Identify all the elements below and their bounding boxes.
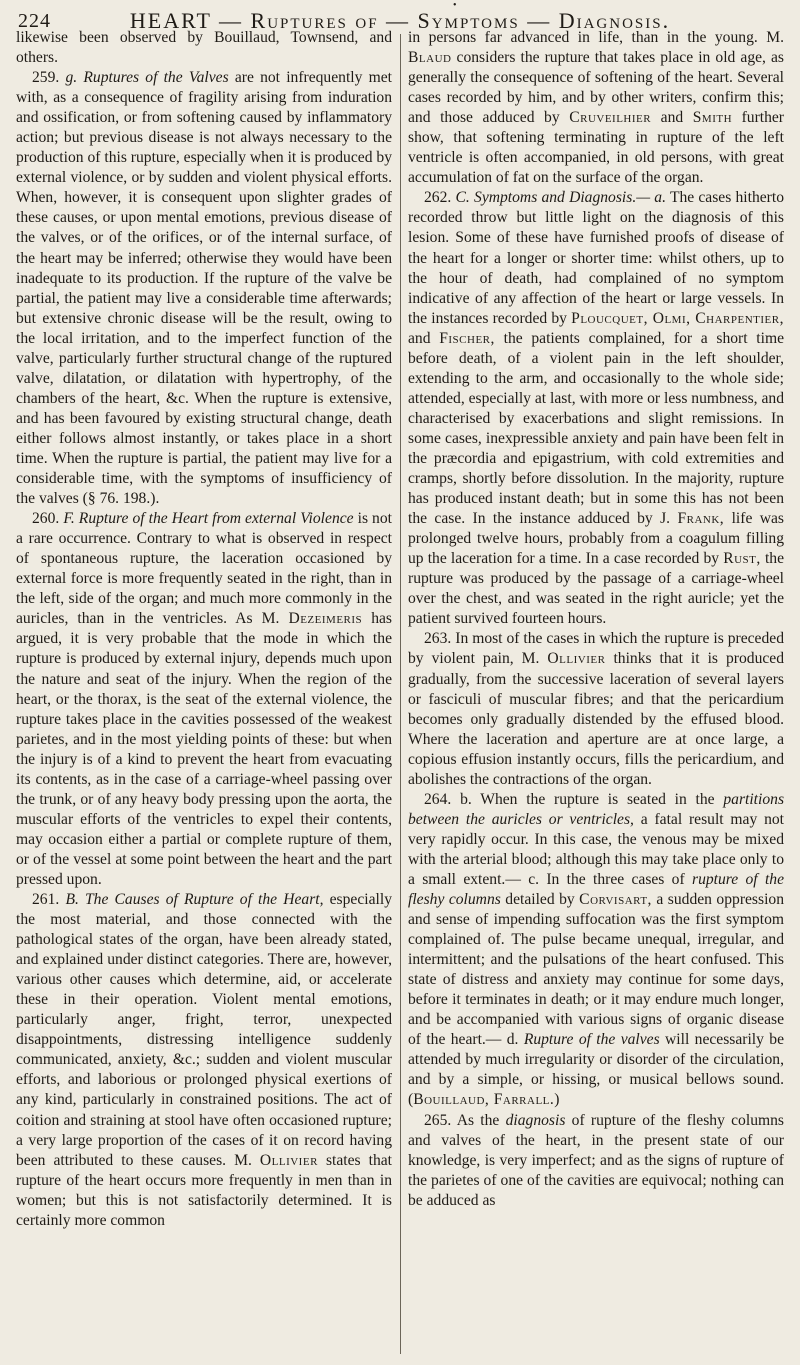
section-number: 265. (424, 1111, 452, 1129)
author-name: Ploucquet, Olmi, Charpentier, (571, 309, 784, 327)
section-number: 263. (424, 630, 452, 648)
author-name: Fischer, (439, 329, 495, 347)
section-heading: B. The Causes of Rupture of the Heart, (65, 891, 324, 909)
author-name: Ollivier (547, 650, 606, 668)
paragraph-continued: in persons far advanced in life, than in the young. M. Blaud considers the rupture that takes place in old age, as generally the consequence of softening of the heart. Several cases recorded by him, and by other writers, confirm this; and those adduced by Cruveilhier and Smith further show, that softening terminating in rupture of the left ventricle is often accompanied, in old persons, with great accumulation of fat on the surface of the organ. (408, 29, 784, 187)
top-mark: • (453, 0, 457, 11)
author-name: Bouillaud, Farrall. (413, 1091, 555, 1109)
author-name: Rust, (723, 550, 761, 568)
author-name: Frank, (677, 510, 725, 528)
section-number: 260. (32, 510, 60, 528)
author-name: Dezeimeris (288, 610, 363, 628)
author-name: Corvisart, (579, 891, 652, 909)
section-heading: C. Symptoms and Diagnosis.— a. (455, 189, 666, 207)
section-heading: g. Ruptures of the Valves (65, 69, 229, 87)
author-name: Ollivier (259, 1151, 318, 1169)
column-divider (400, 34, 401, 1354)
left-column (16, 28, 392, 1358)
section-number: 264. (424, 790, 452, 808)
section-heading: F. Rupture of the Heart from external Violence (63, 510, 354, 528)
right-column (408, 28, 784, 1358)
author-name: Smith (692, 109, 733, 127)
paragraph-263: 263. In most of the cases in which the rupture is preceded by violent pain, M. Ollivier thinks that it is produced gradually, from the successive laceration of several layers or fasciculi of muscular fibres; and that the pericardium becomes only gradually distended by the effused blood. Where the laceration and aperture are at once large, a copious effusion instantly occurs, fills the pericardium, and abolishes the contractions of the organ. (408, 630, 784, 788)
author-name: Cruveilhier (569, 109, 652, 127)
paragraph-264: 264. b. When the rupture is seated in the partitions between the auricles or ventricles, a fatal result may not very rapidly occur. In this case, the venous may be mixed with the arterial blood; although this may take place only to a small extent.— c. In the three cases of rupture of the fleshy columns detailed by Corvisart, a sudden oppression and sense of impending suffocation was the first symptom complained of. The pulse became unequal, irregular, and intermittent; and the pulsations of the heart confused. This state of distress and anxiety may continue for some days, before it terminates in death; or it may endure much longer, and be accompanied with various signs of organic disease of the heart.— d. Rupture of the valves will necessarily be attended by much irregularity or disorder of the circulation, and by a simple, or hissing, or musical bellows sound. (Bouillaud, Farrall.) (408, 790, 784, 1109)
page-number: 224 (18, 10, 51, 32)
section-number: 259. (32, 69, 60, 87)
text-columns (16, 28, 784, 1358)
section-number: 262. (424, 189, 452, 207)
paragraph-261: 261. B. The Causes of Rupture of the Heart, especially the most material, and those connected with the pathological states of the organ, have been already stated, and explained under distinct categories. There are, however, various other causes which determine, aid, or accelerate these in their operation. Violent mental emotions, particularly anger, fright, terror, unexpected disappointments, distressing intelligence suddenly communicated, anxiety, &c.; sudden and violent muscular efforts, and laborious or prolonged physical exertions of any kind, particularly in constrained positions. The act of coition and straining at stool have often occasioned rupture; a very large proportion of the cases of it on record having been attributed to these causes. M. Ollivier states that rupture of the heart occurs more frequently in men than in women; but this is not satisfactorily determined. It is certainly more common (16, 891, 392, 1229)
author-name: Blaud (408, 49, 452, 67)
paragraph-continued: likewise been observed by Bouillaud, Townsend, and others. (16, 29, 392, 67)
running-head: HEART — Ruptures of — Symptoms — Diagnosis. (129, 8, 671, 33)
section-number: 261. (32, 891, 60, 909)
paragraph-262: 262. C. Symptoms and Diagnosis.— a. The cases hitherto recorded throw but little light on the diagnosis of this lesion. Some of these have furnished proofs of disease of the heart for a longer or shorter time: whilst others, up to the hour of death, had complained of no symptom indicative of any affection of the heart or large vessels. In the instances recorded by Ploucquet, Olmi, Charpentier, and Fischer, the patients complained, for a short time before death, of a violent pain in the left shoulder, extending to the arm, and occasionally to the whole side; attended, especially at last, with more or less numbness, and characterised by exacerbations and slight remissions. In some cases, inexpressible anxiety and pain have been felt in the præcordia and epigastrium, with cold extremities and cramps, shortly before dissolution. In the majority, rupture has produced instant death; but in some this has not been the case. In the instance adduced by J. Frank, life was prolonged twelve hours, probably from a coagulum filling up the laceration for a time. In a case recorded by Rust, the rupture was produced by the passage of a carriage-wheel over the chest, and was seated in the right auricle; yet the patient survived fourteen hours. (408, 189, 784, 628)
paragraph-265: 265. As the diagnosis of rupture of the fleshy columns and valves of the heart, in the present state of our knowledge, is very imperfect; and as the signs of rupture of the parietes of one of the cavities are equivocal; nothing can be adduced as (408, 1111, 784, 1209)
paragraph-259: 259. g. Ruptures of the Valves are not infrequently met with, as a consequence of fragility arising from induration and ossification, or from softening caused by inflammatory action; but previous disease is not always necessary to the production of this rupture, especially when it is produced by external violence, or by sudden and violent physical efforts. When, however, it is consequent upon slighter grades of these causes, or upon mental emotions, previous disease of the valves, or of the orifices, or of the internal surface, of the heart may be inferred; otherwise they would have been inadequate to its production. If the rupture of the valve be partial, the patient may live a considerable time afterwards; but extensive chronic disease will be the result, owing to the local irritation, and to the imperfect function of the valve, particularly further structural change of the ruptured valve, dilatation, or dilatation with hypertrophy, of the chambers of the heart, &c. When the rupture is extensive, and has been favoured by existing structural change, death either follows almost instantly, or takes place in a short time. When the rupture is partial, the patient may live for a considerable time, with the symptoms of insufficiency of the valves (§ 76. 198.). (16, 69, 392, 508)
paragraph-260: 260. F. Rupture of the Heart from external Violence is not a rare occurrence. Contrary to what is observed in respect of spontaneous rupture, the laceration occasioned by external force is more frequently seated in the right, than in the left, side of the organ; and much more commonly in the auricles, than in the ventricles. As M. Dezeimeris has argued, it is very probable that the mode in which the rupture is produced by external injury, depends much upon the nature and seat of the injury. When the region of the heart, or the thorax, is the seat of the external violence, the rupture takes place in the cavities possessed of the weakest parietes, and in the most yielding points of these: but when the injury is of a kind to prevent the heart from evacuating its contents, as in the case of a carriage-wheel passing over the trunk, or of any heavy body pressing upon the aorta, the muscular efforts of the ventricles to expel their contents, may occasion either a partial or complete rupture of them, or of the vessel at some point between the heart and the part pressed upon. (16, 510, 392, 888)
